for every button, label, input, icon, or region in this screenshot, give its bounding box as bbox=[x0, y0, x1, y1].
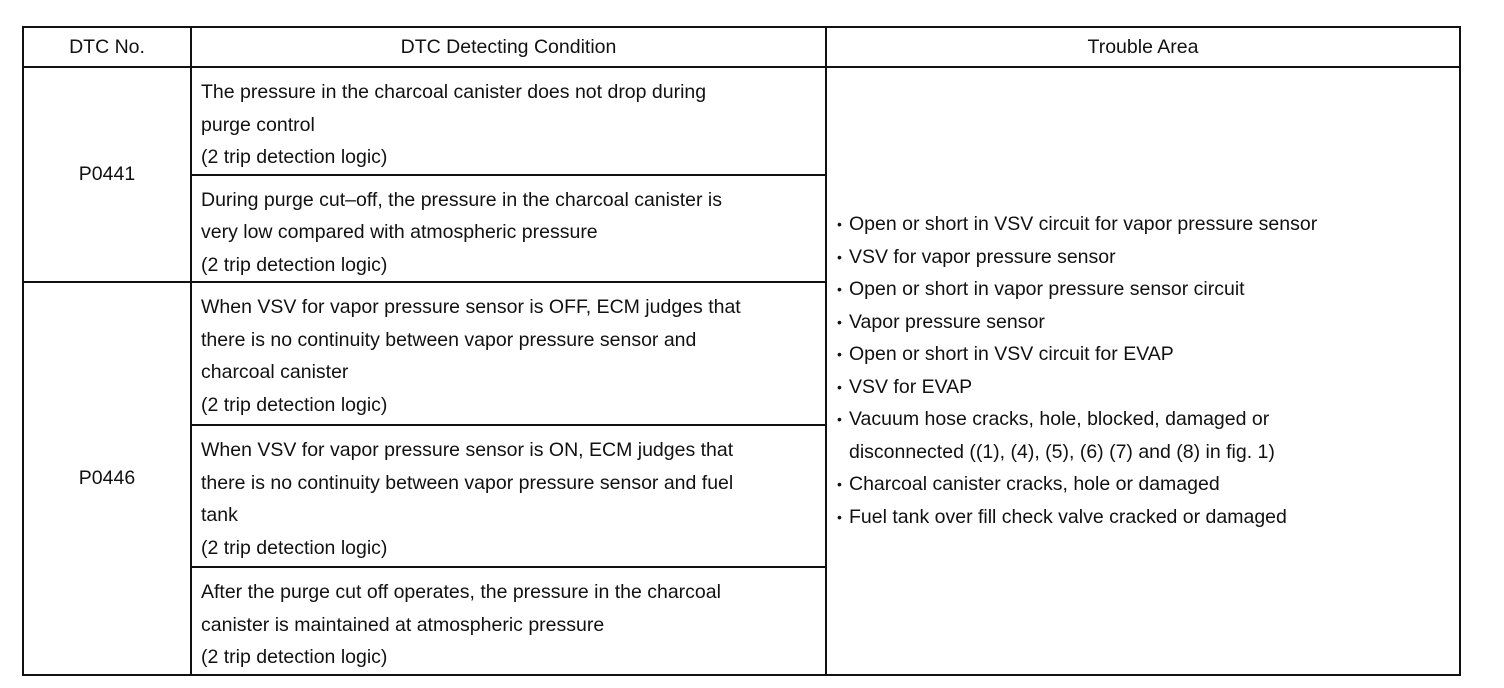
condition-cell bbox=[191, 67, 826, 175]
trouble-area-text bbox=[849, 468, 1451, 501]
trouble-area-item bbox=[837, 208, 1451, 241]
trouble-area-line: Charcoal canister cracks, hole or damaged bbox=[849, 473, 1220, 496]
trouble-area-text bbox=[849, 338, 1451, 371]
condition-line: When VSV for vapor pressure sensor is ON, ECM judges that bbox=[201, 439, 734, 461]
condition-cell bbox=[191, 425, 826, 567]
bullet-icon: • bbox=[837, 411, 842, 428]
condition-line: (2 trip detection logic) bbox=[201, 146, 388, 168]
condition-line: canister is maintained at atmospheric pressure bbox=[201, 613, 605, 636]
trouble-area-line: Open or short in vapor pressure sensor circuit bbox=[849, 278, 1245, 301]
condition-line: very low compared with atmospheric pressure bbox=[201, 221, 598, 243]
header-dtc-no: DTC No. bbox=[23, 27, 191, 67]
table-row bbox=[23, 67, 1460, 175]
trouble-area-line: VSV for vapor pressure sensor bbox=[849, 245, 1116, 268]
trouble-area-text bbox=[849, 208, 1451, 241]
bullet-icon: • bbox=[837, 248, 842, 265]
condition-cell bbox=[191, 282, 826, 425]
trouble-area-line: Open or short in VSV circuit for vapor pressure sensor bbox=[849, 213, 1318, 236]
trouble-area-item bbox=[837, 273, 1451, 306]
bullet-icon: • bbox=[837, 281, 842, 298]
bullet-icon: • bbox=[837, 476, 842, 493]
condition-line: After the purge cut off operates, the pressure in the charcoal bbox=[201, 581, 721, 603]
bullet-icon: • bbox=[837, 508, 842, 525]
trouble-area-list bbox=[837, 208, 1451, 533]
trouble-area-text bbox=[849, 273, 1451, 306]
table-body bbox=[23, 67, 1460, 675]
trouble-area-item bbox=[837, 468, 1451, 501]
header-row bbox=[23, 27, 1460, 67]
condition-cell bbox=[191, 175, 826, 283]
trouble-area-text bbox=[849, 403, 1451, 468]
trouble-area-item bbox=[837, 403, 1451, 468]
header-trouble-area: Trouble Area bbox=[826, 27, 1460, 67]
trouble-area-text bbox=[849, 501, 1451, 534]
header-detecting-condition: DTC Detecting Condition bbox=[191, 27, 826, 67]
condition-line: (2 trip detection logic) bbox=[201, 253, 388, 276]
condition-line: tank bbox=[201, 504, 238, 526]
condition-line: there is no continuity between vapor pressure sensor and fuel bbox=[201, 471, 734, 494]
trouble-area-item bbox=[837, 371, 1451, 404]
trouble-area-line: Vapor pressure sensor bbox=[849, 310, 1045, 333]
dtc-table bbox=[22, 26, 1461, 676]
trouble-area-line: Open or short in VSV circuit for EVAP bbox=[849, 343, 1174, 366]
trouble-area-text bbox=[849, 371, 1451, 404]
condition-line: (2 trip detection logic) bbox=[201, 536, 388, 559]
condition-line: purge control bbox=[201, 113, 315, 136]
condition-line: charcoal canister bbox=[201, 361, 349, 383]
condition-cell bbox=[191, 567, 826, 675]
dtc-code-cell: P0446 bbox=[23, 282, 191, 675]
trouble-area-text bbox=[849, 241, 1451, 274]
trouble-area-line: Fuel tank over fill check valve cracked or damaged bbox=[849, 505, 1287, 528]
dtc-code-cell: P0441 bbox=[23, 67, 191, 282]
trouble-area-line: VSV for EVAP bbox=[849, 375, 973, 398]
bullet-icon: • bbox=[837, 346, 842, 363]
trouble-area-line: disconnected ((1), (4), (5), (6) (7) and (8) in fig. 1) bbox=[849, 440, 1275, 463]
condition-line: (2 trip detection logic) bbox=[201, 393, 388, 416]
condition-line: (2 trip detection logic) bbox=[201, 646, 388, 668]
condition-line: During purge cut–off, the pressure in the charcoal canister is bbox=[201, 188, 723, 211]
bullet-icon: • bbox=[837, 378, 842, 395]
condition-line: The pressure in the charcoal canister does not drop during bbox=[201, 81, 707, 103]
trouble-area-line: Vacuum hose cracks, hole, blocked, damaged or bbox=[849, 408, 1270, 431]
trouble-area-item bbox=[837, 338, 1451, 371]
trouble-area-text bbox=[849, 306, 1451, 339]
trouble-area-cell bbox=[826, 67, 1460, 675]
condition-line: When VSV for vapor pressure sensor is OFF, ECM judges that bbox=[201, 296, 741, 318]
bullet-icon: • bbox=[837, 216, 842, 233]
trouble-area-item bbox=[837, 306, 1451, 339]
trouble-area-item bbox=[837, 241, 1451, 274]
bullet-icon: • bbox=[837, 313, 842, 330]
condition-line: there is no continuity between vapor pressure sensor and bbox=[201, 328, 697, 351]
trouble-area-item bbox=[837, 501, 1451, 534]
